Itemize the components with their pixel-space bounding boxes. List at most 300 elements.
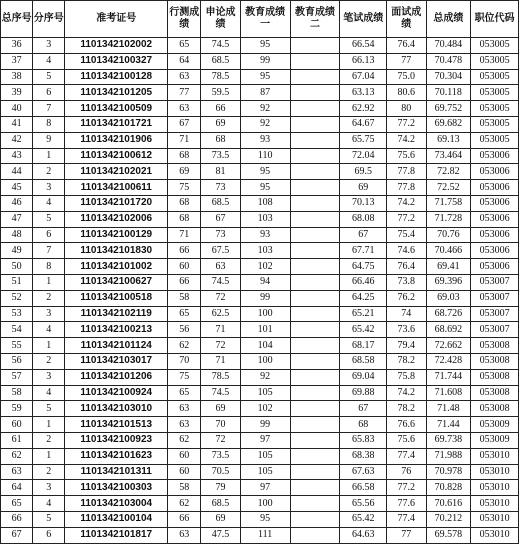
cell-education-score-2	[290, 306, 340, 322]
cell-total-index: 56	[1, 353, 33, 369]
cell-education-score-1: 92	[240, 369, 290, 385]
cell-education-score-2	[290, 180, 340, 196]
cell-sub-index: 4	[33, 385, 65, 401]
cell-total-index: 41	[1, 116, 33, 132]
cell-position-code: 053005	[471, 69, 519, 85]
cell-education-score-1: 105	[240, 464, 290, 480]
cell-total-score: 69.738	[426, 432, 471, 448]
cell-written-score: 64.75	[340, 259, 387, 275]
cell-total-index: 46	[1, 195, 33, 211]
cell-interview-score: 76.4	[387, 38, 426, 54]
cell-sub-index: 6	[33, 85, 65, 101]
cell-education-score-1: 103	[240, 211, 290, 227]
cell-education-score-2	[290, 227, 340, 243]
cell-total-index: 42	[1, 132, 33, 148]
cell-aptitude-score: 65	[168, 385, 201, 401]
cell-ticket-number: 1101342100327	[65, 53, 168, 69]
cell-written-score: 66.58	[340, 480, 387, 496]
cell-aptitude-score: 62	[168, 496, 201, 512]
cell-position-code: 053010	[471, 496, 519, 512]
table-row	[1, 274, 519, 290]
cell-total-index: 62	[1, 448, 33, 464]
cell-education-score-1: 103	[240, 243, 290, 259]
cell-education-score-2	[290, 496, 340, 512]
cell-essay-score: 69	[201, 511, 240, 527]
cell-position-code: 053008	[471, 385, 519, 401]
cell-ticket-number: 1101342103004	[65, 496, 168, 512]
cell-total-score: 70.466	[426, 243, 471, 259]
cell-sub-index: 5	[33, 211, 65, 227]
cell-aptitude-score: 60	[168, 448, 201, 464]
cell-essay-score: 69	[201, 116, 240, 132]
cell-ticket-number: 1101342101720	[65, 195, 168, 211]
table-row	[1, 259, 519, 275]
cell-sub-index: 2	[33, 164, 65, 180]
table-row	[1, 290, 519, 306]
cell-education-score-2	[290, 116, 340, 132]
cell-education-score-2	[290, 369, 340, 385]
cell-interview-score: 75.4	[387, 227, 426, 243]
cell-education-score-2	[290, 274, 340, 290]
cell-education-score-2	[290, 464, 340, 480]
cell-sub-index: 5	[33, 401, 65, 417]
cell-education-score-1: 97	[240, 432, 290, 448]
header-sub-index: 分序号	[33, 1, 65, 38]
cell-interview-score: 77	[387, 527, 426, 543]
cell-education-score-2	[290, 338, 340, 354]
cell-sub-index: 3	[33, 480, 65, 496]
cell-interview-score: 76.6	[387, 417, 426, 433]
cell-ticket-number: 1101342100128	[65, 69, 168, 85]
table-row	[1, 496, 519, 512]
cell-aptitude-score: 65	[168, 306, 201, 322]
cell-interview-score: 75.8	[387, 369, 426, 385]
cell-total-score: 69.13	[426, 132, 471, 148]
table-row	[1, 211, 519, 227]
cell-education-score-1: 105	[240, 448, 290, 464]
table-row	[1, 243, 519, 259]
cell-total-score: 70.212	[426, 511, 471, 527]
table-row	[1, 338, 519, 354]
cell-position-code: 053005	[471, 101, 519, 117]
cell-position-code: 053007	[471, 290, 519, 306]
cell-education-score-1: 87	[240, 85, 290, 101]
table-row	[1, 101, 519, 117]
cell-education-score-1: 111	[240, 527, 290, 543]
cell-aptitude-score: 68	[168, 211, 201, 227]
table-row	[1, 480, 519, 496]
cell-total-score: 70.616	[426, 496, 471, 512]
cell-total-score: 70.304	[426, 69, 471, 85]
cell-aptitude-score: 62	[168, 338, 201, 354]
cell-education-score-2	[290, 259, 340, 275]
cell-education-score-1: 102	[240, 401, 290, 417]
cell-interview-score: 74.6	[387, 243, 426, 259]
cell-total-score: 71.44	[426, 417, 471, 433]
cell-interview-score: 74	[387, 306, 426, 322]
cell-sub-index: 9	[33, 132, 65, 148]
cell-essay-score: 70.5	[201, 464, 240, 480]
cell-essay-score: 68.5	[201, 496, 240, 512]
table-row	[1, 53, 519, 69]
cell-position-code: 053010	[471, 448, 519, 464]
cell-interview-score: 78.2	[387, 353, 426, 369]
cell-education-score-1: 99	[240, 53, 290, 69]
cell-position-code: 053005	[471, 132, 519, 148]
cell-ticket-number: 1101342101205	[65, 85, 168, 101]
cell-interview-score: 75.6	[387, 432, 426, 448]
cell-sub-index: 6	[33, 227, 65, 243]
table-row	[1, 164, 519, 180]
cell-sub-index: 1	[33, 274, 65, 290]
cell-sub-index: 1	[33, 448, 65, 464]
cell-total-index: 48	[1, 227, 33, 243]
cell-interview-score: 73.8	[387, 274, 426, 290]
cell-ticket-number: 1101342100129	[65, 227, 168, 243]
cell-written-score: 65.42	[340, 511, 387, 527]
header-education-score-2: 教育成绩二	[290, 1, 340, 38]
cell-total-index: 43	[1, 148, 33, 164]
cell-essay-score: 79	[201, 480, 240, 496]
table-row	[1, 464, 519, 480]
cell-essay-score: 47.5	[201, 527, 240, 543]
cell-written-score: 70.13	[340, 195, 387, 211]
cell-education-score-1: 95	[240, 511, 290, 527]
cell-total-score: 69.396	[426, 274, 471, 290]
cell-total-score: 70.828	[426, 480, 471, 496]
cell-interview-score: 77.4	[387, 448, 426, 464]
cell-position-code: 053006	[471, 243, 519, 259]
cell-essay-score: 59.5	[201, 85, 240, 101]
cell-sub-index: 4	[33, 496, 65, 512]
cell-interview-score: 73.6	[387, 322, 426, 338]
cell-total-score: 70.76	[426, 227, 471, 243]
cell-essay-score: 74.5	[201, 38, 240, 54]
cell-ticket-number: 1101342100924	[65, 385, 168, 401]
cell-sub-index: 3	[33, 38, 65, 54]
cell-interview-score: 77.8	[387, 180, 426, 196]
cell-interview-score: 78.2	[387, 401, 426, 417]
cell-education-score-2	[290, 290, 340, 306]
cell-aptitude-score: 63	[168, 417, 201, 433]
header-row	[1, 1, 519, 38]
table-row	[1, 401, 519, 417]
cell-total-score: 69.682	[426, 116, 471, 132]
cell-sub-index: 1	[33, 148, 65, 164]
cell-ticket-number: 1101342103017	[65, 353, 168, 369]
cell-total-score: 71.758	[426, 195, 471, 211]
cell-position-code: 053010	[471, 480, 519, 496]
cell-position-code: 053007	[471, 306, 519, 322]
cell-total-index: 67	[1, 527, 33, 543]
table-row	[1, 432, 519, 448]
table-row	[1, 306, 519, 322]
table-row	[1, 448, 519, 464]
header-education-score-1: 教育成绩一	[240, 1, 290, 38]
cell-interview-score: 76	[387, 464, 426, 480]
table-row	[1, 132, 519, 148]
cell-interview-score: 77	[387, 53, 426, 69]
cell-sub-index: 3	[33, 369, 65, 385]
cell-sub-index: 4	[33, 195, 65, 211]
cell-ticket-number: 1101342103010	[65, 401, 168, 417]
cell-education-score-1: 95	[240, 164, 290, 180]
cell-essay-score: 71	[201, 322, 240, 338]
cell-total-score: 72.52	[426, 180, 471, 196]
cell-written-score: 68.58	[340, 353, 387, 369]
cell-ticket-number: 1101342101311	[65, 464, 168, 480]
cell-essay-score: 78.5	[201, 69, 240, 85]
cell-written-score: 65.21	[340, 306, 387, 322]
cell-education-score-1: 92	[240, 101, 290, 117]
cell-sub-index: 2	[33, 290, 65, 306]
cell-sub-index: 7	[33, 101, 65, 117]
cell-sub-index: 3	[33, 306, 65, 322]
cell-total-index: 50	[1, 259, 33, 275]
cell-education-score-2	[290, 243, 340, 259]
cell-ticket-number: 1101342101206	[65, 369, 168, 385]
cell-aptitude-score: 60	[168, 464, 201, 480]
cell-total-score: 73.464	[426, 148, 471, 164]
cell-essay-score: 73	[201, 180, 240, 196]
cell-written-score: 69.04	[340, 369, 387, 385]
cell-interview-score: 79.4	[387, 338, 426, 354]
cell-essay-score: 73.5	[201, 148, 240, 164]
cell-aptitude-score: 63	[168, 69, 201, 85]
header-position-code: 职位代码	[471, 1, 519, 38]
cell-total-index: 49	[1, 243, 33, 259]
cell-ticket-number: 1101342100303	[65, 480, 168, 496]
cell-aptitude-score: 71	[168, 132, 201, 148]
header-ticket-number: 准考证号	[65, 1, 168, 38]
cell-position-code: 053009	[471, 417, 519, 433]
cell-total-score: 71.48	[426, 401, 471, 417]
cell-total-index: 45	[1, 180, 33, 196]
cell-total-score: 69.41	[426, 259, 471, 275]
cell-aptitude-score: 63	[168, 527, 201, 543]
cell-essay-score: 68	[201, 132, 240, 148]
cell-essay-score: 72	[201, 432, 240, 448]
cell-interview-score: 77.8	[387, 164, 426, 180]
cell-aptitude-score: 67	[168, 116, 201, 132]
cell-total-score: 69.578	[426, 527, 471, 543]
header-interview-score: 面试成绩	[387, 1, 426, 38]
cell-total-score: 72.662	[426, 338, 471, 354]
cell-education-score-1: 95	[240, 69, 290, 85]
cell-total-score: 69.752	[426, 101, 471, 117]
cell-ticket-number: 1101342100627	[65, 274, 168, 290]
cell-sub-index: 1	[33, 417, 65, 433]
cell-ticket-number: 1101342101721	[65, 116, 168, 132]
cell-sub-index: 2	[33, 464, 65, 480]
cell-interview-score: 77.2	[387, 480, 426, 496]
cell-education-score-2	[290, 85, 340, 101]
cell-written-score: 69.88	[340, 385, 387, 401]
cell-education-score-2	[290, 385, 340, 401]
cell-sub-index: 3	[33, 180, 65, 196]
cell-education-score-1: 104	[240, 338, 290, 354]
cell-education-score-1: 99	[240, 290, 290, 306]
cell-written-score: 72.04	[340, 148, 387, 164]
cell-education-score-1: 105	[240, 385, 290, 401]
cell-essay-score: 70	[201, 417, 240, 433]
cell-ticket-number: 1101342101830	[65, 243, 168, 259]
cell-total-score: 68.692	[426, 322, 471, 338]
cell-interview-score: 77.2	[387, 211, 426, 227]
cell-total-index: 55	[1, 338, 33, 354]
cell-written-score: 64.67	[340, 116, 387, 132]
cell-education-score-1: 93	[240, 132, 290, 148]
cell-ticket-number: 1101342101623	[65, 448, 168, 464]
cell-position-code: 053006	[471, 164, 519, 180]
cell-written-score: 63.13	[340, 85, 387, 101]
cell-total-score: 69.03	[426, 290, 471, 306]
cell-essay-score: 68.5	[201, 195, 240, 211]
cell-position-code: 053008	[471, 353, 519, 369]
cell-aptitude-score: 66	[168, 243, 201, 259]
cell-ticket-number: 1101342101513	[65, 417, 168, 433]
cell-education-score-2	[290, 511, 340, 527]
cell-essay-score: 74.5	[201, 274, 240, 290]
cell-aptitude-score: 65	[168, 38, 201, 54]
cell-written-score: 66.46	[340, 274, 387, 290]
cell-interview-score: 74.2	[387, 195, 426, 211]
cell-education-score-2	[290, 401, 340, 417]
cell-total-index: 36	[1, 38, 33, 54]
cell-position-code: 053007	[471, 322, 519, 338]
cell-education-score-1: 93	[240, 227, 290, 243]
cell-aptitude-score: 60	[168, 259, 201, 275]
cell-education-score-1: 102	[240, 259, 290, 275]
cell-position-code: 053006	[471, 211, 519, 227]
cell-total-score: 71.744	[426, 369, 471, 385]
cell-education-score-2	[290, 132, 340, 148]
cell-sub-index: 5	[33, 69, 65, 85]
cell-written-score: 67	[340, 401, 387, 417]
cell-total-index: 53	[1, 306, 33, 322]
cell-education-score-1: 100	[240, 353, 290, 369]
cell-ticket-number: 1101342101906	[65, 132, 168, 148]
cell-aptitude-score: 69	[168, 164, 201, 180]
table-row	[1, 85, 519, 101]
cell-position-code: 053006	[471, 180, 519, 196]
cell-written-score: 65.75	[340, 132, 387, 148]
cell-aptitude-score: 63	[168, 401, 201, 417]
cell-education-score-2	[290, 322, 340, 338]
cell-total-index: 47	[1, 211, 33, 227]
cell-position-code: 053008	[471, 369, 519, 385]
cell-essay-score: 73	[201, 227, 240, 243]
cell-ticket-number: 1101342100104	[65, 511, 168, 527]
cell-aptitude-score: 68	[168, 195, 201, 211]
cell-total-index: 57	[1, 369, 33, 385]
cell-essay-score: 63	[201, 259, 240, 275]
cell-interview-score: 77.6	[387, 496, 426, 512]
cell-total-score: 70.118	[426, 85, 471, 101]
header-aptitude-score: 行测成绩	[168, 1, 201, 38]
cell-aptitude-score: 75	[168, 369, 201, 385]
cell-written-score: 69.5	[340, 164, 387, 180]
cell-position-code: 053005	[471, 85, 519, 101]
cell-total-index: 61	[1, 432, 33, 448]
cell-ticket-number: 1101342101124	[65, 338, 168, 354]
cell-total-index: 54	[1, 322, 33, 338]
cell-total-index: 38	[1, 69, 33, 85]
cell-ticket-number: 1101342100923	[65, 432, 168, 448]
cell-essay-score: 68.5	[201, 53, 240, 69]
cell-total-index: 63	[1, 464, 33, 480]
cell-education-score-1: 100	[240, 306, 290, 322]
cell-sub-index: 1	[33, 338, 65, 354]
cell-sub-index: 4	[33, 322, 65, 338]
cell-education-score-1: 108	[240, 195, 290, 211]
cell-education-score-1: 99	[240, 417, 290, 433]
cell-education-score-2	[290, 432, 340, 448]
cell-ticket-number: 1101342100213	[65, 322, 168, 338]
cell-position-code: 053007	[471, 274, 519, 290]
cell-education-score-2	[290, 527, 340, 543]
cell-education-score-1: 97	[240, 480, 290, 496]
cell-total-score: 70.478	[426, 53, 471, 69]
cell-interview-score: 77.2	[387, 116, 426, 132]
cell-written-score: 68.08	[340, 211, 387, 227]
cell-total-score: 72.428	[426, 353, 471, 369]
cell-position-code: 053006	[471, 148, 519, 164]
cell-interview-score: 75.0	[387, 69, 426, 85]
cell-essay-score: 73.5	[201, 448, 240, 464]
table-row	[1, 116, 519, 132]
cell-written-score: 67	[340, 227, 387, 243]
cell-written-score: 65.83	[340, 432, 387, 448]
cell-essay-score: 81	[201, 164, 240, 180]
cell-aptitude-score: 70	[168, 353, 201, 369]
cell-total-score: 68.726	[426, 306, 471, 322]
table-row	[1, 38, 519, 54]
cell-aptitude-score: 77	[168, 85, 201, 101]
cell-ticket-number: 1101342100509	[65, 101, 168, 117]
table-row	[1, 511, 519, 527]
cell-total-index: 39	[1, 85, 33, 101]
cell-ticket-number: 1101342101817	[65, 527, 168, 543]
cell-aptitude-score: 56	[168, 322, 201, 338]
cell-ticket-number: 1101342100612	[65, 148, 168, 164]
cell-position-code: 053010	[471, 464, 519, 480]
cell-total-score: 72.82	[426, 164, 471, 180]
cell-sub-index: 8	[33, 116, 65, 132]
cell-total-index: 44	[1, 164, 33, 180]
cell-total-index: 52	[1, 290, 33, 306]
table-row	[1, 527, 519, 543]
table-row	[1, 180, 519, 196]
cell-position-code: 053005	[471, 53, 519, 69]
table-row	[1, 385, 519, 401]
cell-position-code: 053005	[471, 116, 519, 132]
table-row	[1, 148, 519, 164]
cell-sub-index: 5	[33, 511, 65, 527]
cell-position-code: 053006	[471, 227, 519, 243]
cell-essay-score: 78.5	[201, 369, 240, 385]
cell-education-score-2	[290, 448, 340, 464]
cell-education-score-2	[290, 148, 340, 164]
cell-written-score: 65.56	[340, 496, 387, 512]
cell-interview-score: 74.2	[387, 385, 426, 401]
cell-written-score: 67.63	[340, 464, 387, 480]
table-row	[1, 227, 519, 243]
cell-sub-index: 7	[33, 243, 65, 259]
cell-essay-score: 66	[201, 101, 240, 117]
cell-education-score-2	[290, 353, 340, 369]
cell-total-index: 51	[1, 274, 33, 290]
